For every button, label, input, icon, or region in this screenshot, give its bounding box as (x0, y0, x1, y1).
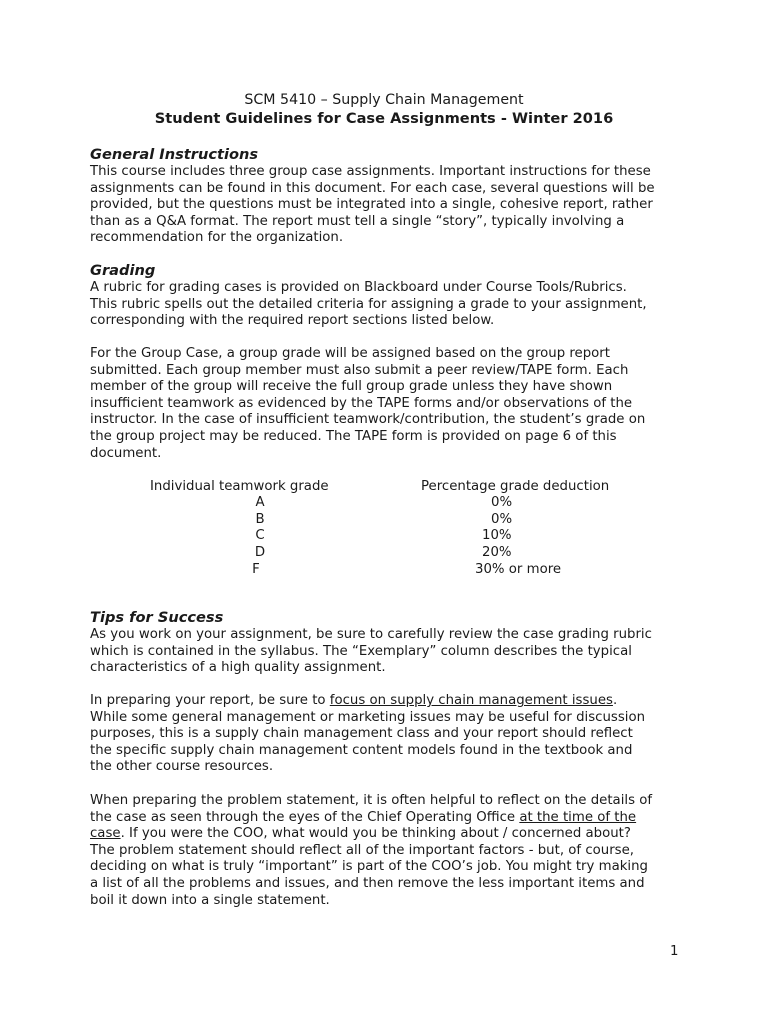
tips-paragraph-3: When preparing the problem statement, it is often helpful to reflect on the details of the case as seen through the eyes of the Chief Operating Office at the time of the case. If you were the COO, what would you be thinking about / concerned about? The problem statement should reflect all of the important factors - but, of course, deciding on what is truly “important” is part of the COO’s job. You might try making a list of all the problems and issues, and then remove the less important items and boil it down into a single statement. (90, 793, 653, 908)
table-cell-grade: D (254, 545, 266, 560)
emphasis-focus-scm: focus on supply chain management issues (329, 693, 613, 708)
table-cell-grade: B (255, 512, 265, 527)
table-cell-deduction: 0% (491, 495, 513, 510)
course-title: SCM 5410 – Supply Chain Management (244, 92, 524, 108)
page-number: 1 (670, 944, 679, 959)
table-cell-deduction: 30% or more (475, 562, 562, 577)
grading-heading: Grading (90, 262, 156, 279)
tips-heading: Tips for Success (90, 609, 224, 626)
table-cell-grade: C (255, 528, 265, 543)
table-cell-deduction: 20% (482, 545, 512, 560)
table-header-deduction: Percentage grade deduction (421, 479, 610, 494)
document-subtitle: Student Guidelines for Case Assignments - Winter 2016 (154, 110, 614, 127)
emphasis-time-of-case-2: case (90, 826, 121, 842)
emphasis-time-of-case-1: at the time of the (519, 809, 637, 825)
tips-paragraph-2: In preparing your report, be sure to focus on supply chain management issues. While some general management or marketing issues may be useful for discussion purposes, this is a supply chain management class and your report should reflect the specific supply chain management content models found in the textbook and the other course resources. (90, 693, 646, 775)
grading-paragraph-1: A rubric for grading cases is provided on Blackboard under Course Tools/Rubrics. This rubric spells out the detailed criteria for assigning a grade to your assignment, corresponding with the required report sections listed below. (90, 280, 647, 329)
table-cell-deduction: 10% (482, 528, 512, 543)
general-instructions-text: This course includes three group case assignments. Important instructions for these assignments can be found in this document. For each case, several questions will be provided, but the questions must be integrated into a single, cohesive report, rather than as a Q&A format. The report must tell a single “story”, typically involving a recommendation for the organization. (90, 164, 655, 246)
table-header-grade: Individual teamwork grade (150, 479, 329, 494)
grading-paragraph-2: For the Group Case, a group grade will be assigned based on the group report submitted. Each group member must also submit a peer review/TAPE form. Each member of the group will receive the full group grade unless they have shown insufficient teamwork as evidenced by the TAPE forms and/or observations of the instructor. In the case of insufficient teamwork/contribution, the student’s grade on the group project may be reduced. The TAPE form is provided on page 6 of this document. (90, 346, 646, 461)
table-cell-grade: F (252, 562, 260, 577)
table-cell-deduction: 0% (491, 512, 513, 527)
table-cell-grade: A (255, 495, 265, 510)
tips-paragraph-1: As you work on your assignment, be sure to carefully review the case grading rubric which is contained in the syllabus. The “Exemplary” column describes the typical characteristics of a high quality assignment. (90, 627, 652, 676)
general-instructions-heading: General Instructions (90, 146, 259, 163)
